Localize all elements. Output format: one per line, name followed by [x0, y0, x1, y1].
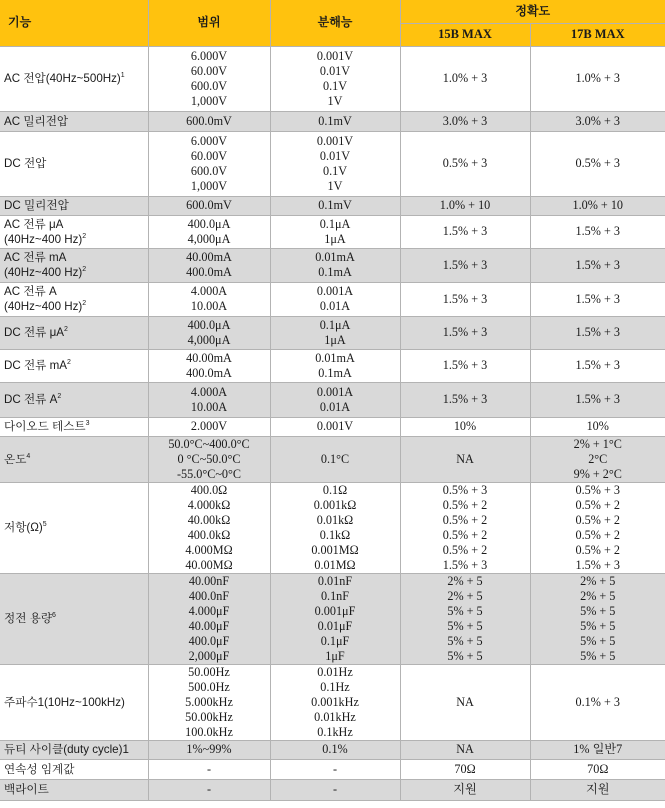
footnote-mark: 2	[82, 266, 87, 274]
range-cell	[148, 436, 270, 482]
m17-line: 0.5% + 2	[575, 527, 620, 542]
accuracy-15b-cell	[400, 436, 530, 482]
res-line: 0.1mA	[318, 365, 352, 380]
function-label: AC 전류 mA	[4, 251, 67, 264]
header-model-17b: 17B MAX	[530, 23, 665, 46]
table-row	[0, 111, 665, 131]
m15-line: 0.5% + 2	[442, 512, 488, 527]
range-line: 4.000MΩ	[185, 542, 233, 557]
resolution-cell	[270, 248, 400, 282]
accuracy-15b-cell	[400, 482, 530, 573]
res-line: 0.001V	[316, 48, 354, 63]
footnote-mark: 1	[120, 72, 125, 80]
resolution-cell	[270, 131, 400, 196]
range-line: 4.000kΩ	[187, 497, 231, 512]
footnote-mark: 2	[64, 326, 68, 334]
res-line: 0.001μF	[314, 603, 356, 618]
range-line: 4.000A	[190, 284, 228, 298]
range-line: 40.00nF	[188, 573, 230, 588]
m15-line: 1.5% + 3	[442, 358, 488, 372]
footnote-mark: 4	[26, 452, 31, 460]
m17-line: 3.0% + 3	[575, 113, 620, 128]
accuracy-15b-cell	[400, 759, 530, 779]
m17-line: 1.0% + 3	[575, 71, 620, 85]
res-line: -	[332, 782, 338, 796]
accuracy-15b-cell	[400, 196, 530, 215]
range-cell	[148, 779, 270, 800]
resolution-cell	[270, 664, 400, 740]
accuracy-17b-cell	[530, 436, 665, 482]
range-line: 4.000A	[190, 384, 228, 399]
m17-line: 1.5% + 3	[575, 291, 620, 306]
header-resolution: 분해능	[270, 0, 400, 46]
range-line: -55.0°C~0°C	[176, 466, 242, 481]
table-row	[0, 349, 665, 382]
range-line: 10.00A	[190, 299, 228, 313]
function-cell	[0, 436, 148, 482]
table-row	[0, 573, 665, 664]
resolution-cell	[270, 349, 400, 382]
res-line: 0.01μF	[317, 618, 353, 633]
res-line: 0.1mV	[318, 113, 352, 128]
header-range: 범위	[148, 0, 270, 46]
accuracy-15b-cell	[400, 248, 530, 282]
range-line: 60.00V	[190, 63, 228, 78]
res-line: 0.1nF	[320, 588, 350, 603]
res-line: 0.1mA	[318, 265, 352, 279]
function-label: 연속성 임계값	[4, 762, 75, 776]
m17-line: 0.5% + 3	[575, 482, 620, 497]
table-row	[0, 417, 665, 436]
m15-line: 0.5% + 3	[442, 156, 488, 170]
resolution-cell	[270, 779, 400, 800]
m17-line: 9% + 2°C	[573, 466, 622, 481]
range-line: 40.00mA	[186, 250, 232, 264]
res-line: 0.1kHz	[317, 724, 353, 739]
resolution-cell	[270, 316, 400, 349]
accuracy-17b-cell	[530, 111, 665, 131]
table-row	[0, 282, 665, 316]
m15-line: 5% + 5	[447, 633, 483, 648]
res-line: -	[332, 761, 338, 776]
footnote-mark: 2	[66, 359, 71, 367]
range-cell	[148, 196, 270, 215]
function-label-sub: (40Hz~400 Hz)	[4, 232, 83, 246]
resolution-cell	[270, 196, 400, 215]
range-line: 600.0V	[190, 78, 228, 93]
accuracy-17b-cell	[530, 131, 665, 196]
function-label-sub: (40Hz~400 Hz)	[4, 300, 83, 313]
range-line: 5.000kHz	[185, 694, 233, 709]
table-row	[0, 131, 665, 196]
range-line: 400.0μF	[188, 633, 230, 648]
table-row	[0, 740, 665, 759]
res-line: 0.01nF	[317, 573, 353, 588]
m17-line: 1% 일반7	[573, 742, 623, 756]
range-cell	[148, 740, 270, 759]
function-cell	[0, 131, 148, 196]
range-cell	[148, 282, 270, 316]
m15-line: 2% + 5	[447, 573, 483, 588]
res-line: 0.01Hz	[317, 664, 353, 679]
m17-line: 지원	[585, 782, 610, 796]
res-line: 0.1Ω	[322, 482, 348, 497]
resolution-cell	[270, 759, 400, 779]
footnote-mark: 2	[57, 393, 62, 401]
res-line: 0.001A	[316, 384, 354, 399]
table-row	[0, 664, 665, 740]
range-cell	[148, 382, 270, 417]
range-cell	[148, 759, 270, 779]
range-cell	[148, 111, 270, 131]
accuracy-15b-cell	[400, 664, 530, 740]
accuracy-17b-cell	[530, 316, 665, 349]
function-cell	[0, 196, 148, 215]
table-row	[0, 196, 665, 215]
range-line: 40.00mA	[186, 350, 232, 365]
function-cell	[0, 779, 148, 800]
range-line: 400.0Ω	[190, 482, 228, 497]
accuracy-17b-cell	[530, 573, 665, 664]
range-line: 400.0mA	[186, 365, 232, 380]
function-cell	[0, 382, 148, 417]
function-cell	[0, 349, 148, 382]
res-line: 1μA	[324, 332, 346, 347]
range-line: 4,000μA	[187, 231, 231, 246]
function-label-sub: (40Hz~400 Hz)	[4, 266, 83, 279]
m15-line: 0.5% + 2	[442, 527, 488, 542]
function-cell	[0, 664, 148, 740]
function-label: DC 전류 A	[4, 393, 58, 406]
range-line: 400.0μA	[187, 216, 231, 231]
m17-line: 5% + 5	[580, 603, 616, 618]
res-line: 0.01mA	[315, 250, 355, 264]
function-label: DC 전류 μA	[4, 326, 64, 339]
range-line: 2,000μF	[188, 648, 230, 663]
accuracy-17b-cell	[530, 759, 665, 779]
res-line: 0.1μA	[319, 317, 351, 332]
m15-line: 10%	[453, 419, 477, 433]
range-line: -	[206, 761, 212, 776]
resolution-cell	[270, 573, 400, 664]
res-line: 0.001A	[316, 284, 354, 298]
footnote-mark: 2	[82, 300, 87, 308]
resolution-cell	[270, 215, 400, 248]
res-line: 0.001MΩ	[311, 542, 359, 557]
function-label: AC 밀리전압	[4, 114, 69, 128]
table-row	[0, 482, 665, 573]
table-row	[0, 46, 665, 111]
function-label: 정전 용량	[4, 612, 53, 625]
function-label: AC 전압(40Hz~500Hz)	[4, 72, 121, 85]
table-body	[0, 46, 665, 800]
m17-line: 2% + 5	[580, 588, 616, 603]
m15-line: NA	[456, 742, 474, 756]
m15-line: 1.5% + 3	[442, 257, 488, 272]
accuracy-17b-cell	[530, 417, 665, 436]
resolution-cell	[270, 382, 400, 417]
function-cell	[0, 740, 148, 759]
function-label: 주파수1(10Hz~100kHz)	[4, 695, 125, 709]
res-line: 0.01MΩ	[314, 557, 356, 572]
range-cell	[148, 664, 270, 740]
function-cell	[0, 282, 148, 316]
footnote-mark: 2	[82, 232, 87, 240]
resolution-cell	[270, 436, 400, 482]
res-line: 0.1V	[322, 163, 348, 178]
res-line: 0.01A	[319, 299, 351, 313]
function-label: DC 전류 mA	[4, 359, 67, 372]
m15-line: NA	[456, 694, 474, 709]
res-line: 0.001kHz	[311, 694, 359, 709]
function-label: AC 전류 μA	[4, 217, 64, 231]
m17-line: 5% + 5	[580, 648, 616, 663]
range-line: 10.00A	[190, 399, 228, 414]
function-cell	[0, 215, 148, 248]
m15-line: 1.5% + 3	[442, 291, 488, 306]
m15-line: 1.5% + 3	[442, 325, 488, 339]
range-line: 60.00V	[190, 148, 228, 163]
function-cell	[0, 759, 148, 779]
function-label: DC 전압	[4, 157, 47, 170]
range-line: 600.0mV	[186, 113, 232, 128]
res-line: 0.001V	[316, 419, 354, 433]
m15-line: 5% + 5	[447, 648, 483, 663]
accuracy-17b-cell	[530, 740, 665, 759]
m17-line: 2% + 1°C	[573, 436, 622, 451]
range-line: 50.0°C~400.0°C	[168, 436, 250, 451]
accuracy-17b-cell	[530, 196, 665, 215]
function-cell	[0, 573, 148, 664]
table-row	[0, 215, 665, 248]
res-line: 0.001V	[316, 133, 354, 148]
m17-line: 10%	[586, 419, 609, 433]
table-row	[0, 759, 665, 779]
m17-line: 0.5% + 2	[575, 542, 620, 557]
accuracy-17b-cell	[530, 46, 665, 111]
function-cell	[0, 417, 148, 436]
range-line: 4,000μA	[187, 332, 231, 347]
range-line: 600.0mV	[186, 198, 232, 212]
m17-line: 0.5% + 2	[575, 497, 620, 512]
function-cell	[0, 46, 148, 111]
m17-line: 1.5% + 3	[575, 358, 620, 372]
res-line: 1V	[327, 178, 343, 193]
res-line: 0.1Hz	[320, 679, 350, 694]
accuracy-17b-cell	[530, 382, 665, 417]
accuracy-15b-cell	[400, 215, 530, 248]
accuracy-17b-cell	[530, 779, 665, 800]
res-line: 0.001kΩ	[313, 497, 357, 512]
range-line: 600.0V	[190, 163, 228, 178]
accuracy-15b-cell	[400, 316, 530, 349]
function-label: AC 전류 A	[4, 285, 57, 298]
res-line: 0.01mA	[315, 350, 355, 365]
footnote-mark: 6	[52, 612, 56, 620]
table-header	[0, 0, 665, 46]
m17-line: 1.5% + 3	[575, 224, 620, 238]
resolution-cell	[270, 417, 400, 436]
res-line: 0.1°C	[320, 451, 350, 466]
accuracy-15b-cell	[400, 740, 530, 759]
m15-line: 70Ω	[454, 761, 476, 776]
range-cell	[148, 131, 270, 196]
accuracy-15b-cell	[400, 349, 530, 382]
accuracy-15b-cell	[400, 417, 530, 436]
range-line: 400.0nF	[188, 588, 230, 603]
m15-line: 1.5% + 3	[442, 224, 488, 238]
res-line: 1V	[327, 93, 343, 108]
range-line: 50.00kHz	[185, 709, 233, 724]
function-cell	[0, 482, 148, 573]
range-line: 4.000μF	[188, 603, 230, 618]
range-cell	[148, 482, 270, 573]
range-line: -	[206, 782, 212, 796]
function-cell	[0, 316, 148, 349]
m17-line: 5% + 5	[580, 633, 616, 648]
table-row	[0, 779, 665, 800]
function-label: 듀티 사이클(duty cycle)1	[4, 743, 129, 756]
resolution-cell	[270, 482, 400, 573]
table-row	[0, 248, 665, 282]
range-cell	[148, 215, 270, 248]
range-line: 0 °C~50.0°C	[177, 451, 241, 466]
function-label: DC 밀리전압	[4, 199, 69, 212]
m15-line: 1.5% + 3	[442, 392, 488, 406]
m15-line: 1.0% + 10	[439, 198, 491, 212]
resolution-cell	[270, 46, 400, 111]
res-line: 0.01kΩ	[316, 512, 354, 527]
function-label: 저항(Ω)	[4, 521, 43, 534]
resolution-cell	[270, 740, 400, 759]
res-line: 0.01V	[319, 148, 351, 163]
m15-line: NA	[456, 451, 474, 466]
res-line: 0.01A	[319, 399, 351, 414]
range-line: 40.00MΩ	[185, 557, 233, 572]
res-line: 0.1μA	[319, 216, 351, 231]
res-line: 0.1V	[322, 78, 348, 93]
range-line: 1%~99%	[186, 742, 232, 756]
m17-line: 0.1% + 3	[575, 694, 620, 709]
header-model-15b: 15B MAX	[400, 23, 530, 46]
accuracy-15b-cell	[400, 46, 530, 111]
footnote-mark: 3	[85, 420, 90, 428]
m17-line: 1.5% + 3	[575, 392, 620, 406]
res-line: 0.1μF	[320, 633, 350, 648]
res-line: 0.1%	[322, 742, 348, 756]
range-line: 400.0μA	[187, 317, 231, 332]
range-line: 40.00kΩ	[187, 512, 231, 527]
range-cell	[148, 349, 270, 382]
accuracy-15b-cell	[400, 779, 530, 800]
range-line: 40.00μF	[188, 618, 230, 633]
accuracy-17b-cell	[530, 482, 665, 573]
m15-line: 0.5% + 2	[442, 542, 488, 557]
accuracy-15b-cell	[400, 131, 530, 196]
m17-line: 0.5% + 2	[575, 512, 620, 527]
accuracy-15b-cell	[400, 573, 530, 664]
range-cell	[148, 248, 270, 282]
range-line: 6.000V	[190, 133, 228, 148]
range-cell	[148, 417, 270, 436]
range-cell	[148, 316, 270, 349]
accuracy-17b-cell	[530, 349, 665, 382]
m15-line: 지원	[453, 782, 477, 796]
function-cell	[0, 111, 148, 131]
accuracy-17b-cell	[530, 664, 665, 740]
range-line: 1,000V	[190, 178, 228, 193]
function-label: 다이오드 테스트	[4, 420, 86, 433]
accuracy-17b-cell	[530, 215, 665, 248]
function-cell	[0, 248, 148, 282]
m17-line: 5% + 5	[580, 618, 616, 633]
res-line: 0.01V	[319, 63, 351, 78]
m15-line: 1.5% + 3	[442, 557, 488, 572]
range-line: 1,000V	[190, 93, 228, 108]
resolution-cell	[270, 111, 400, 131]
range-cell	[148, 573, 270, 664]
range-line: 400.0kΩ	[187, 527, 231, 542]
m17-line: 2°C	[588, 451, 608, 466]
function-label: 백라이트	[4, 783, 49, 796]
m17-line: 1.5% + 3	[575, 257, 620, 272]
accuracy-17b-cell	[530, 248, 665, 282]
accuracy-15b-cell	[400, 382, 530, 417]
range-line: 400.0mA	[186, 265, 232, 279]
range-line: 50.00Hz	[188, 664, 230, 679]
m15-line: 5% + 5	[447, 618, 483, 633]
header-function: 기능	[0, 0, 148, 46]
accuracy-15b-cell	[400, 111, 530, 131]
m17-line: 2% + 5	[580, 573, 616, 588]
table-row	[0, 382, 665, 417]
header-accuracy: 정확도	[400, 0, 665, 23]
accuracy-17b-cell	[530, 282, 665, 316]
function-label: 온도	[4, 452, 27, 466]
range-line: 100.0kHz	[185, 724, 233, 739]
m17-line: 70Ω	[587, 761, 609, 776]
m17-line: 0.5% + 3	[575, 156, 620, 170]
res-line: 1μA	[324, 231, 346, 246]
m15-line: 2% + 5	[447, 588, 483, 603]
m17-line: 1.0% + 10	[572, 198, 624, 212]
range-line: 500.0Hz	[188, 679, 230, 694]
res-line: 0.01kHz	[314, 709, 356, 724]
m17-line: 1.5% + 3	[575, 557, 620, 572]
footnote-mark: 5	[42, 521, 47, 529]
res-line: 0.1kΩ	[319, 527, 351, 542]
res-line: 0.1mV	[318, 198, 352, 212]
res-line: 1μF	[325, 648, 345, 663]
m15-line: 1.0% + 3	[442, 71, 488, 85]
m15-line: 0.5% + 2	[442, 497, 488, 512]
resolution-cell	[270, 282, 400, 316]
table-row	[0, 436, 665, 482]
m17-line: 1.5% + 3	[575, 325, 620, 339]
m15-line: 3.0% + 3	[442, 113, 488, 128]
m15-line: 0.5% + 3	[442, 482, 488, 497]
range-cell	[148, 46, 270, 111]
table-row	[0, 316, 665, 349]
range-line: 2.000V	[190, 419, 228, 433]
accuracy-15b-cell	[400, 282, 530, 316]
range-line: 6.000V	[190, 48, 228, 63]
m15-line: 5% + 5	[447, 603, 483, 618]
